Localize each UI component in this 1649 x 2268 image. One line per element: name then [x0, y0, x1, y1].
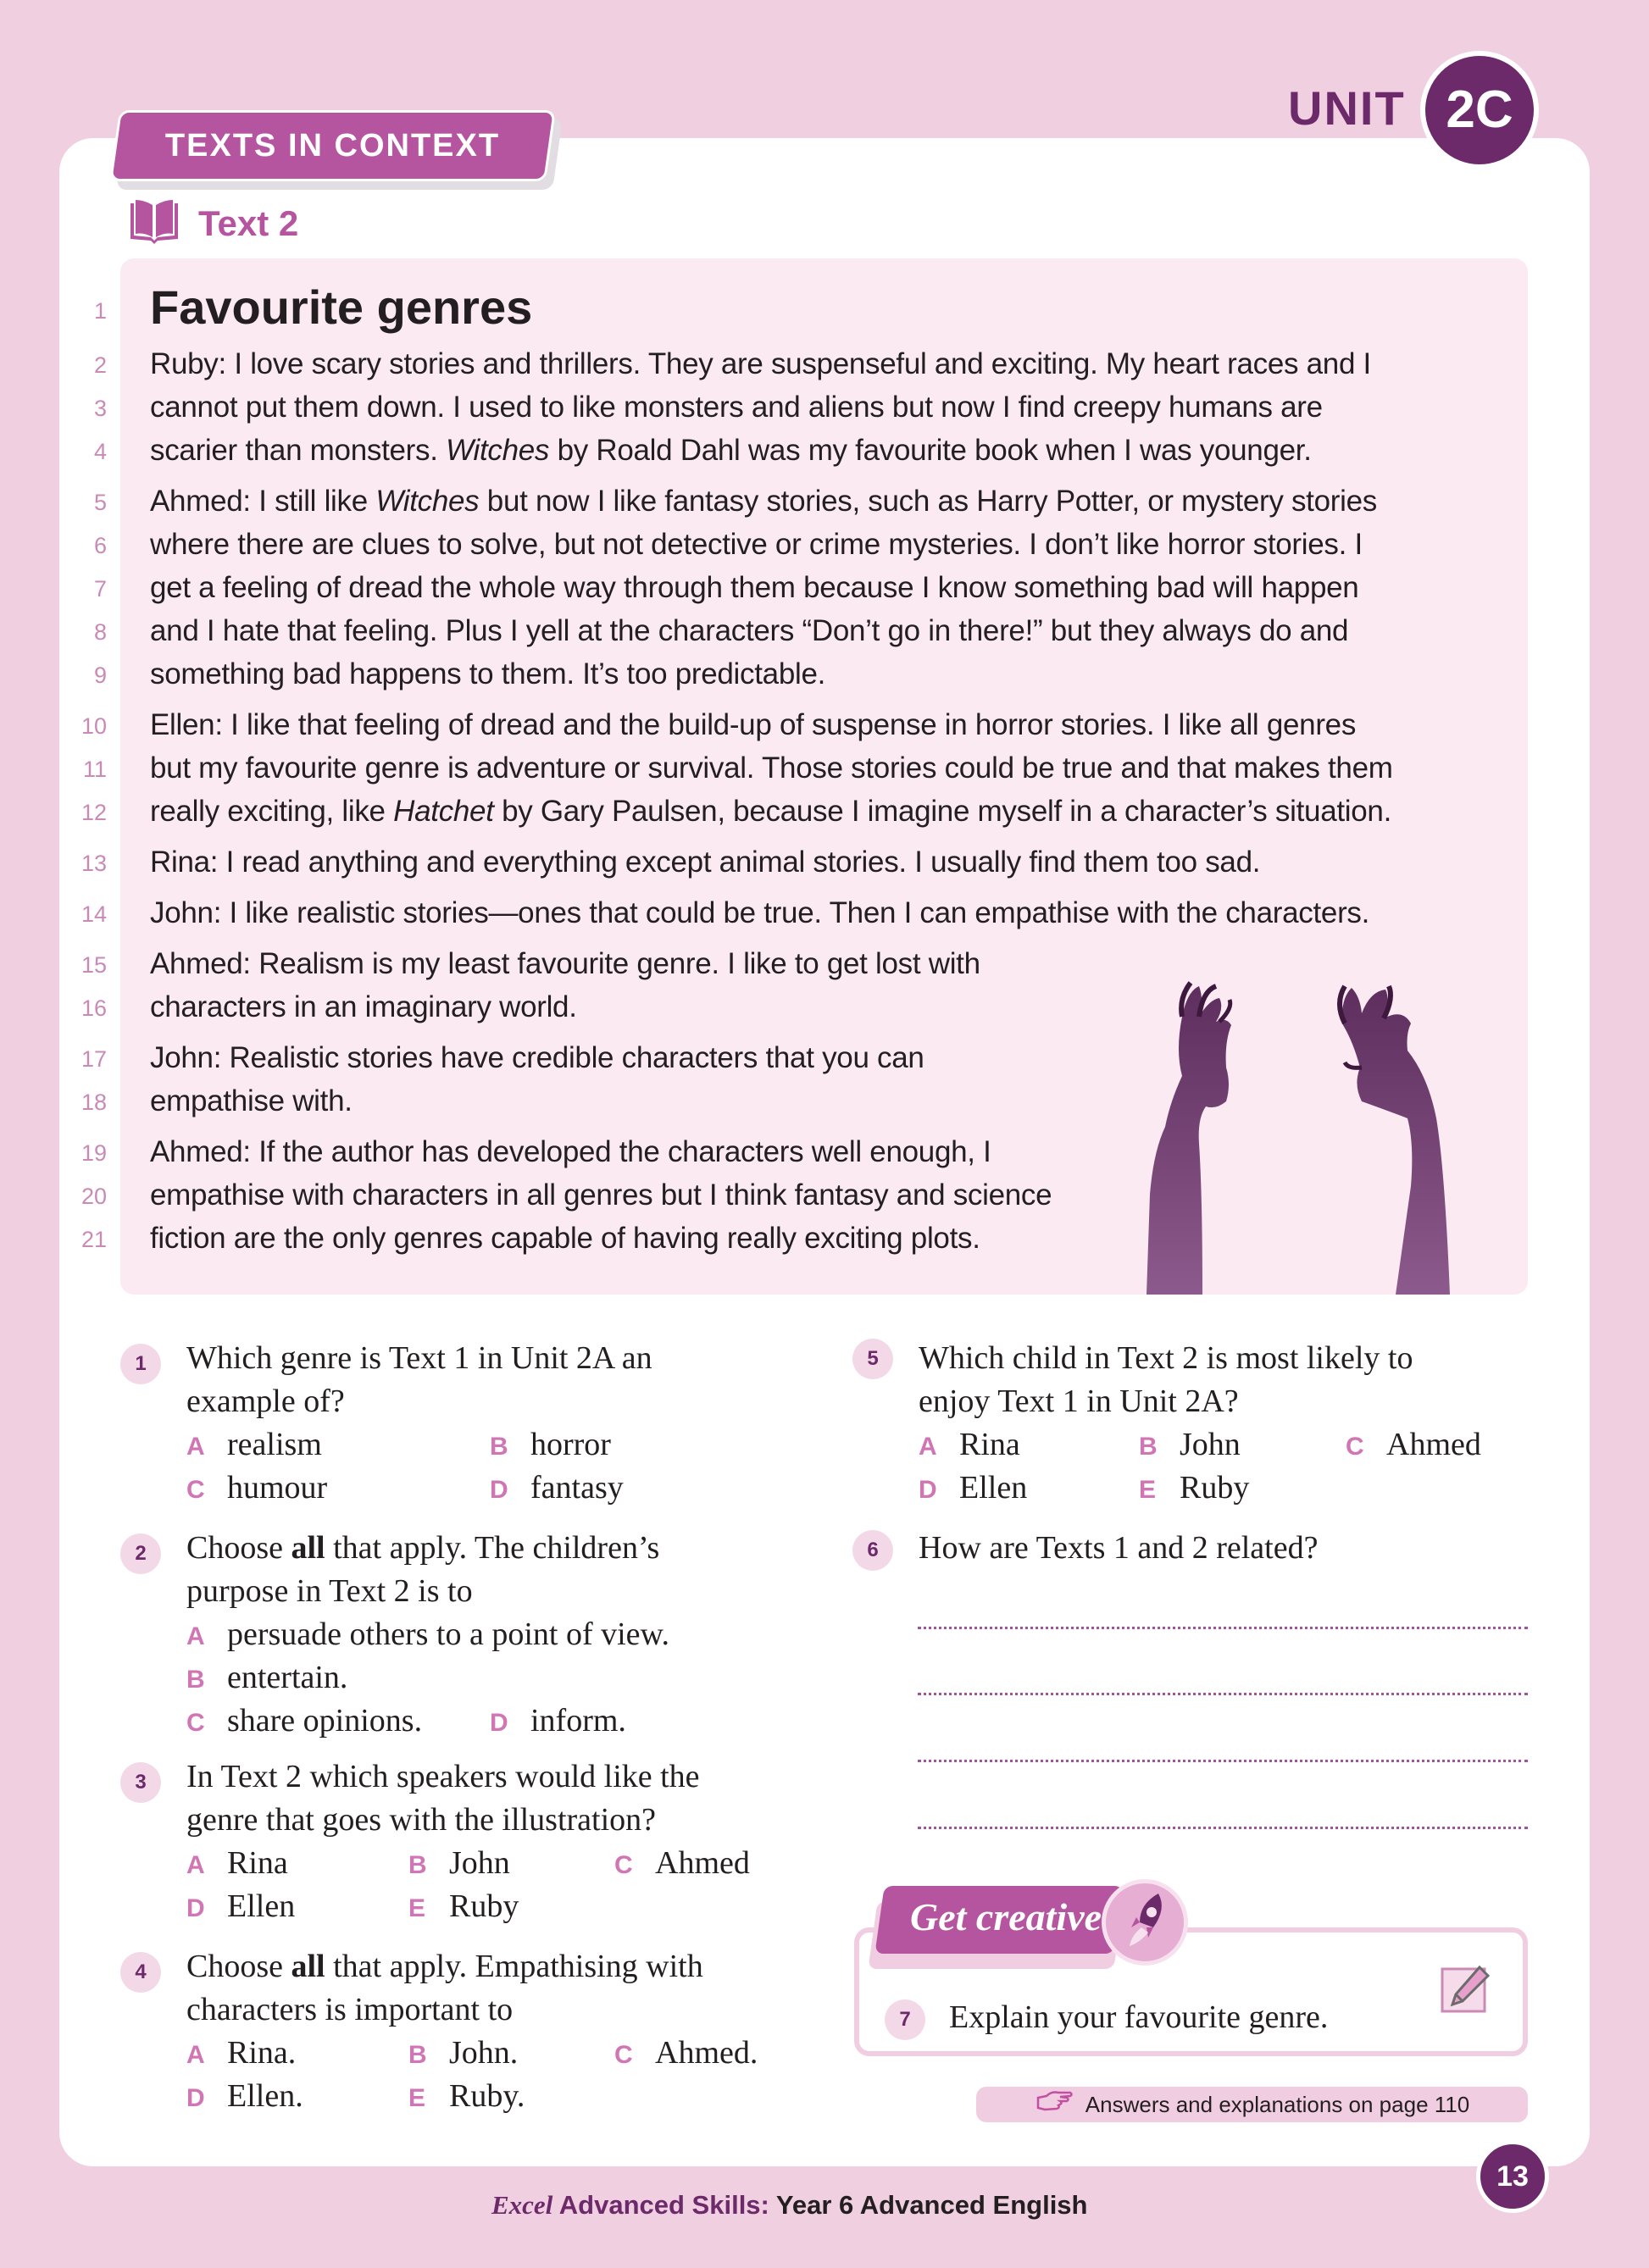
line-number: 20 — [81, 1184, 107, 1209]
option-letter: C — [186, 1709, 205, 1737]
question-number: 6 — [852, 1530, 893, 1571]
option-text: Ellen — [227, 1888, 296, 1924]
option-letter: D — [919, 1476, 937, 1504]
passage-line — [150, 947, 980, 981]
question-text — [186, 1527, 659, 1570]
rocket-icon — [1102, 1879, 1188, 1966]
option-d[interactable] — [490, 1467, 624, 1511]
passage-text-run: really exciting, like — [150, 795, 394, 828]
option-d[interactable] — [186, 2075, 303, 2120]
line-number: 12 — [81, 800, 107, 825]
option-letter: D — [490, 1476, 508, 1504]
line-number: 7 — [93, 576, 107, 602]
passage-line — [150, 614, 1348, 648]
passage-line — [150, 485, 1377, 518]
option-text: Ruby — [449, 1888, 519, 1924]
pointing-hand-icon — [1035, 2089, 1074, 2121]
line-number: 17 — [81, 1046, 107, 1072]
question-text-part: that apply. The children’s — [325, 1530, 660, 1566]
option-letter: A — [186, 1622, 205, 1650]
book-title: Witches — [446, 434, 550, 467]
passage-text-run: but my favourite genre is adventure or survival. Those stories could be true and that makes them — [150, 751, 1393, 785]
passage-text-run: Ahmed: Realism is my least favourite genre. I like to get lost with — [150, 947, 980, 980]
option-text: Ruby. — [449, 2078, 525, 2114]
passage-text-run: Ruby: I love scary stories and thrillers. They are suspenseful and exciting. My heart races and I — [150, 347, 1371, 380]
question-number: 7 — [885, 1999, 925, 2040]
passage-text-run: Ellen: I like that feeling of dread and the build-up of suspense in horror stories. I like all genres — [150, 708, 1357, 741]
question-emphasis: all — [291, 1530, 325, 1566]
passage-text-run: John: I like realistic stories—ones that could be true. Then I can empathise with the characters. — [150, 896, 1370, 929]
option-letter: B — [186, 1666, 205, 1694]
line-number: 21 — [81, 1227, 107, 1252]
option-letter: D — [490, 1709, 508, 1737]
option-letter: B — [408, 2041, 427, 2069]
option-letter: E — [408, 1894, 426, 1922]
option-letter: B — [408, 1851, 427, 1879]
answer-line[interactable] — [918, 1627, 1528, 1629]
option-text: Ahmed. — [655, 2035, 758, 2071]
option-letter: A — [919, 1433, 937, 1461]
question-text: genre that goes with the illustration? — [186, 1802, 657, 1838]
option-letter: A — [186, 2041, 205, 2069]
option-e[interactable] — [1139, 1467, 1249, 1511]
question-number: 1 — [120, 1344, 161, 1384]
pencil-icon[interactable] — [1441, 1964, 1491, 2013]
passage-line — [150, 1135, 991, 1169]
question-text: Which genre is Text 1 in Unit 2A an — [186, 1340, 652, 1376]
line-number: 19 — [81, 1140, 107, 1166]
option-text: John — [1180, 1427, 1241, 1462]
answers-note[interactable] — [976, 2087, 1528, 2122]
option-text: inform. — [530, 1703, 626, 1738]
passage-text-run: fiction are the only genres capable of having really exciting plots. — [150, 1222, 980, 1255]
option-d[interactable] — [490, 1700, 626, 1744]
text-heading — [127, 198, 298, 249]
option-c[interactable] — [614, 2032, 758, 2077]
passage-line — [150, 571, 1358, 605]
passage-line — [150, 708, 1356, 742]
answer-line[interactable] — [918, 1827, 1528, 1829]
question-text: Which child in Text 2 is most likely to — [919, 1340, 1413, 1376]
book-title: Hatchet — [393, 795, 494, 828]
passage-text-run: get a feeling of dread the whole way through them because I know something bad will happen — [150, 571, 1359, 604]
passage-text-run: Rina: I read anything and everything except animal stories. I usually find them too sad. — [150, 846, 1261, 879]
section-tab-label: TEXTS IN CONTEXT — [164, 128, 501, 164]
unit-label: UNIT — [1288, 81, 1406, 135]
passage-text-run: empathise with. — [150, 1084, 353, 1117]
question-text — [186, 1945, 703, 1988]
footer-title — [491, 2190, 1087, 2221]
option-text: fantasy — [530, 1470, 624, 1506]
line-number: 10 — [81, 713, 107, 739]
option-c[interactable] — [1346, 1423, 1481, 1468]
option-d[interactable] — [186, 1885, 295, 1930]
question-text: enjoy Text 1 in Unit 2A? — [919, 1384, 1239, 1419]
line-number: 3 — [93, 396, 107, 421]
option-letter: A — [186, 1851, 205, 1879]
option-text: Rina. — [227, 2035, 297, 2071]
option-text: entertain. — [227, 1660, 348, 1695]
passage-text-run: where there are clues to solve, but not detective or crime mysteries. I don’t like horror stories. I — [150, 528, 1363, 561]
question-number: 3 — [120, 1762, 161, 1803]
passage-line — [150, 1041, 924, 1075]
option-text: Ahmed — [1386, 1427, 1481, 1462]
passage-line — [150, 434, 1312, 468]
option-text: realism — [227, 1427, 322, 1462]
passage-text-run: scarier than monsters. — [150, 434, 447, 467]
question-number: 4 — [120, 1952, 161, 1993]
question-text-part: that apply. Empathising with — [325, 1949, 703, 1984]
option-text: persuade others to a point of view. — [227, 1616, 669, 1652]
passage-line — [150, 347, 1371, 381]
footer-book-title: Year 6 Advanced English — [769, 2190, 1088, 2220]
option-b[interactable] — [408, 2032, 518, 2077]
passage-title: Favourite genres — [150, 280, 533, 334]
option-text: Rina — [959, 1427, 1020, 1462]
passage-text-run: cannot put them down. I used to like monsters and aliens but now I find creepy humans are — [150, 391, 1323, 424]
option-a[interactable] — [186, 2032, 296, 2077]
option-e[interactable] — [408, 2075, 525, 2120]
passage-line — [150, 657, 825, 691]
question-text-part: Choose — [186, 1530, 291, 1566]
answers-note-text: Answers and explanations on page 110 — [1085, 2091, 1470, 2117]
option-text: Rina — [227, 1845, 288, 1881]
question-text-part: Choose — [186, 1949, 291, 1984]
option-text: John — [449, 1845, 510, 1881]
book-title: Witches — [375, 485, 480, 518]
line-number: 18 — [81, 1090, 107, 1115]
passage-text-run: empathise with characters in all genres but I think fantasy and science — [150, 1178, 1052, 1212]
question-text: How are Texts 1 and 2 related? — [919, 1530, 1319, 1566]
passage-line — [150, 528, 1363, 562]
option-letter: A — [186, 1433, 205, 1461]
option-letter: C — [614, 1851, 633, 1879]
zombie-hands-illustration — [1131, 974, 1504, 1295]
passage-text-run: John: Realistic stories have credible characters that you can — [150, 1041, 924, 1074]
answer-line[interactable] — [918, 1760, 1528, 1762]
passage-line — [150, 1178, 1052, 1212]
passage-line — [150, 896, 1369, 930]
line-number: 16 — [81, 995, 107, 1021]
line-number: 1 — [93, 298, 107, 324]
passage-text-run: something bad happens to them. It’s too predictable. — [150, 657, 826, 690]
option-e[interactable] — [408, 1885, 519, 1930]
option-text: horror — [530, 1427, 611, 1462]
open-book-icon — [127, 198, 181, 250]
option-text: Ellen. — [227, 2078, 303, 2114]
option-c[interactable] — [186, 1467, 327, 1511]
passage-text-run: and I hate that feeling. Plus I yell at the characters “Don’t go in there!” but they always do and — [150, 614, 1349, 647]
passage-text-run: characters in an imaginary world. — [150, 990, 577, 1023]
passage-line — [150, 1222, 980, 1256]
option-letter: C — [614, 2041, 633, 2069]
footer-brand-bold: Advanced Skills: — [552, 2190, 769, 2220]
option-c[interactable] — [614, 1842, 750, 1887]
get-creative-tab — [873, 1886, 1119, 1960]
passage-text-run: Ahmed: If the author has developed the characters well enough, I — [150, 1135, 991, 1168]
question-text: example of? — [186, 1384, 345, 1419]
option-text: John. — [449, 2035, 519, 2071]
question-text: In Text 2 which speakers would like the — [186, 1759, 700, 1794]
page-number: 13 — [1476, 2140, 1549, 2213]
option-letter: B — [490, 1433, 508, 1461]
answer-line[interactable] — [918, 1693, 1528, 1695]
option-text: share opinions. — [227, 1703, 423, 1738]
question-text: characters is important to — [186, 1992, 514, 2027]
line-number: 9 — [93, 663, 107, 688]
option-text: Ellen — [959, 1470, 1028, 1506]
question-emphasis: all — [291, 1949, 325, 1984]
question-number: 5 — [852, 1339, 893, 1379]
question-number: 2 — [120, 1533, 161, 1574]
option-letter: C — [1346, 1433, 1364, 1461]
passage-text-run: by Roald Dahl was my favourite book when I was younger. — [549, 434, 1312, 467]
option-c[interactable] — [186, 1700, 422, 1744]
option-b[interactable] — [1139, 1423, 1241, 1468]
question-text: purpose in Text 2 is to — [186, 1573, 473, 1609]
option-letter: D — [186, 2084, 205, 2112]
line-number: 13 — [81, 851, 107, 876]
option-a[interactable] — [186, 1842, 288, 1887]
unit-badge: 2C — [1420, 51, 1539, 169]
option-a[interactable] — [186, 1423, 322, 1468]
option-b[interactable] — [408, 1842, 510, 1887]
line-number: 6 — [93, 533, 107, 558]
option-text: Ruby — [1180, 1470, 1250, 1506]
option-letter: E — [408, 2084, 426, 2112]
question-text: Explain your favourite genre. — [949, 1999, 1329, 2035]
section-tab — [114, 110, 551, 181]
passage-text-run: but now I like fantasy stories, such as Harry Potter, or mystery stories — [479, 485, 1377, 518]
option-b[interactable] — [186, 1656, 347, 1701]
option-text: Ahmed — [655, 1845, 750, 1881]
passage-line — [150, 751, 1393, 785]
line-number: 5 — [93, 490, 107, 515]
option-a[interactable] — [186, 1613, 669, 1658]
line-number: 11 — [82, 757, 107, 782]
get-creative-label: Get creative — [910, 1895, 1102, 1938]
line-number: 8 — [93, 619, 107, 645]
passage-line — [150, 391, 1323, 424]
line-number: 14 — [81, 901, 107, 927]
option-letter: E — [1139, 1476, 1157, 1504]
option-letter: B — [1139, 1433, 1158, 1461]
line-number: 2 — [93, 352, 107, 378]
text-label: Text 2 — [198, 203, 299, 243]
passage-line — [150, 795, 1391, 829]
option-letter: D — [186, 1894, 205, 1922]
passage-line — [150, 990, 577, 1024]
option-d[interactable] — [919, 1467, 1027, 1511]
line-number: 15 — [81, 952, 107, 978]
line-number: 4 — [93, 439, 107, 464]
passage-line — [150, 1084, 353, 1118]
passage-line — [150, 846, 1260, 879]
passage-text-run: by Gary Paulsen, because I imagine myself in a character’s situation. — [493, 795, 1392, 828]
option-text: humour — [227, 1470, 328, 1506]
option-a[interactable] — [919, 1423, 1020, 1468]
footer-brand-italic: Excel — [491, 2190, 553, 2220]
option-b[interactable] — [490, 1423, 611, 1468]
option-letter: C — [186, 1476, 205, 1504]
passage-text-run: Ahmed: I still like — [150, 485, 376, 518]
